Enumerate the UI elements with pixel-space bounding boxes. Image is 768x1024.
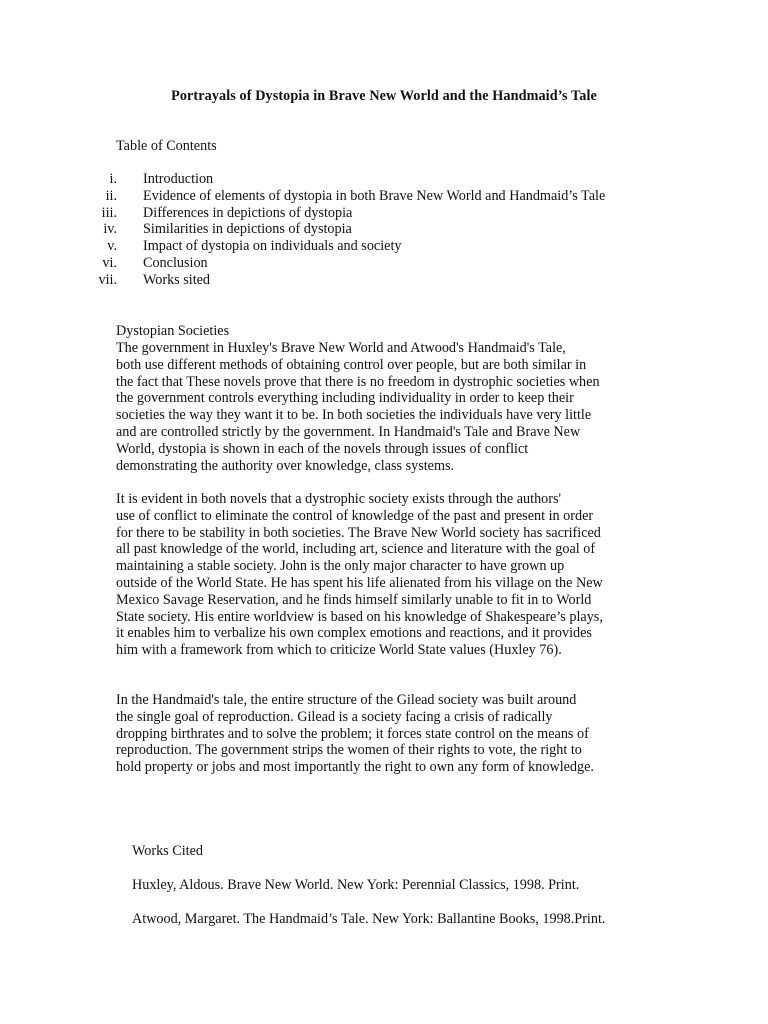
- toc-item: [0, 255, 768, 272]
- toc-item: [0, 221, 768, 238]
- toc-item-number: iii.: [101, 204, 117, 221]
- citation: Huxley, Aldous. Brave New World. New York: Perennial Classics, 1998. Print.: [132, 877, 580, 893]
- toc-item: [0, 272, 768, 289]
- toc-item-label: Evidence of elements of dystopia in both Brave New World and Handmaid’s Tale: [143, 187, 606, 204]
- toc-item-number: ii.: [105, 187, 117, 204]
- body-paragraph: In the Handmaid's tale, the entire structure of the Gilead society was built around the single goal of reproduction. Gilead is a society facing a crisis of radically dropping birthrates and to solve the problem; it forces state control on the means of reproduction. The government strips the women of their rights to vote, the right to hold property or jobs and most importantly the right to own any form of knowledge.: [116, 692, 594, 776]
- citation: Atwood, Margaret. The Handmaid’s Tale. New York: Ballantine Books, 1998.Print.: [132, 911, 606, 927]
- toc-item-label: Works sited: [143, 271, 211, 288]
- toc-item-number: iv.: [103, 221, 117, 238]
- toc-item-label: Conclusion: [143, 254, 208, 271]
- document-title: Portrayals of Dystopia in Brave New World and the Handmaid’s Tale: [171, 88, 597, 104]
- body-paragraph: The government in Huxley's Brave New World and Atwood's Handmaid's Tale, both use different methods of obtaining control over people, but are both similar in the fact that These novels prove that there is no freedom in dystrophic societies when the government controls everything including individuality in order to keep their societies the way they want it to be. In both societies the individuals have very little and are controlled strictly by the government. In Handmaid's Tale and Brave New World, dystopia is shown in each of the novels through issues of conflict demonstrating the authority over knowledge, class systems.: [116, 340, 600, 474]
- toc-item: [0, 171, 768, 188]
- toc-item-number: vii.: [98, 271, 117, 288]
- toc-item: [0, 188, 768, 205]
- works-cited-heading: Works Cited: [132, 843, 203, 859]
- toc-item-number: i.: [109, 171, 117, 187]
- toc-item: [0, 238, 768, 255]
- table-of-contents: [0, 171, 768, 289]
- toc-item-label: Introduction: [143, 171, 214, 187]
- toc-item-number: v.: [107, 238, 117, 255]
- toc-heading: Table of Contents: [116, 138, 217, 154]
- toc-item-label: Similarities in depictions of dystopia: [143, 221, 352, 238]
- toc-item-label: Differences in depictions of dystopia: [143, 204, 353, 221]
- toc-item-label: Impact of dystopia on individuals and society: [143, 238, 402, 255]
- section-heading: Dystopian Societies: [116, 323, 230, 339]
- toc-item-number: vi.: [102, 254, 117, 271]
- toc-item: [0, 205, 768, 222]
- body-paragraph: It is evident in both novels that a dystrophic society exists through the authors' use of conflict to eliminate the control of knowledge of the past and present in order for there to be stability in both societies. The Brave New World society has sacrificed all past knowledge of the world, including art, science and literature with the goal of maintaining a stable society. John is the only major character to have grown up outside of the World State. He has spent his life alienated from his village on the New Mexico Savage Reservation, and he finds himself similarly unable to fit in to World State society. His entire worldview is based on his knowledge of Shakespeare’s plays, it enables him to verbalize his own complex emotions and reactions, and it provides him with a framework from which to criticize World State values (Huxley 76).: [116, 491, 603, 659]
